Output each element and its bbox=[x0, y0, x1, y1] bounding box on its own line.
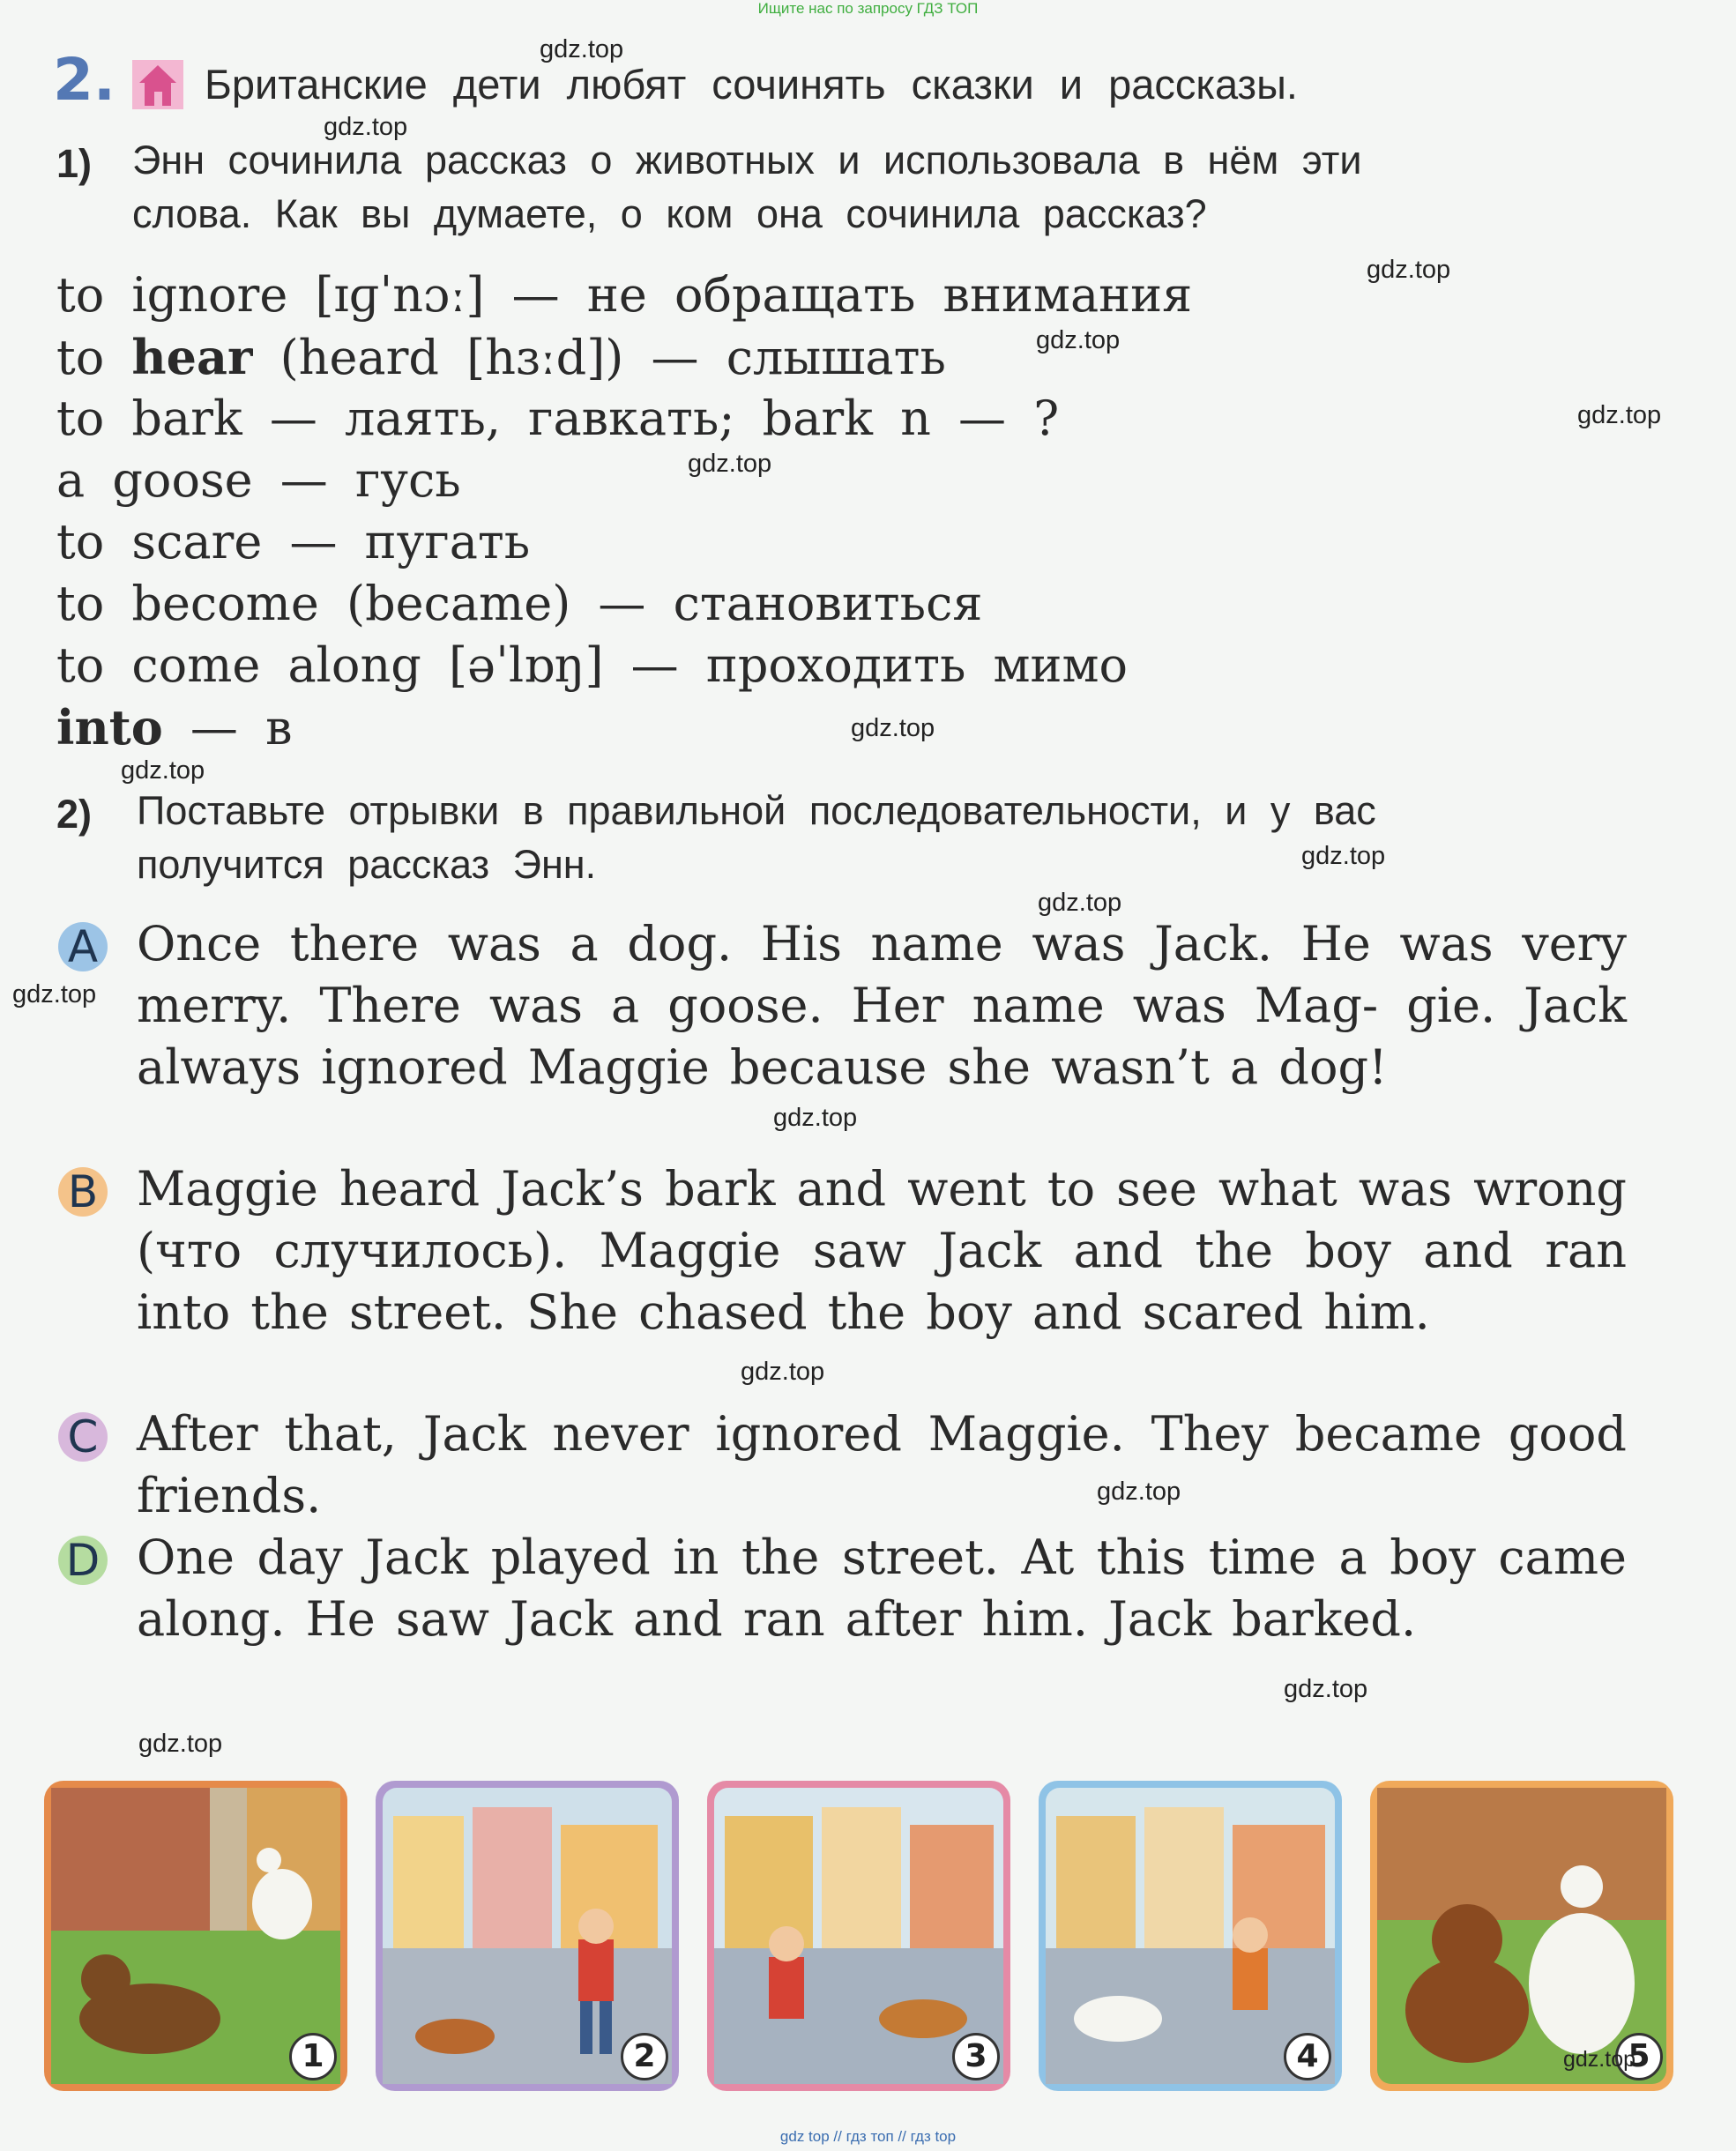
watermark: gdz.top bbox=[138, 1730, 223, 1758]
vocab-item: to scare — пугать bbox=[56, 514, 531, 569]
passage-a-text: Once there was a dog. His name was Jack. He was very merry. There was a goose. Her name was Mag- gie. Jack always ignored Maggie because she wasn’t a dog! bbox=[137, 916, 1627, 1095]
watermark: gdz.top bbox=[121, 756, 205, 785]
passage-letter-c: C bbox=[58, 1412, 108, 1462]
vocab-item: a goose — гусь bbox=[56, 452, 461, 508]
watermark: gdz.top bbox=[851, 714, 935, 742]
vocab-item: to come along [əˈlɒŋ] — проходить мимо bbox=[56, 637, 1129, 693]
watermark: gdz.top bbox=[1036, 326, 1121, 354]
watermark: gdz.top bbox=[1563, 2047, 1636, 2072]
picture-3 bbox=[707, 1781, 1010, 2091]
watermark: gdz.top bbox=[773, 1104, 858, 1132]
vocab-item: to bark — лаять, гавкать; bark n — ? bbox=[56, 391, 1060, 446]
picture-4 bbox=[1039, 1781, 1342, 2091]
passage-c-text: After that, Jack never ignored Maggie. They became good friends. bbox=[137, 1406, 1627, 1523]
passage-b-text: Maggie heard Jack’s bark and went to see what was wrong (что случилось). Maggie saw Jack and the boy and ran into the street. She chased the boy and scared him. bbox=[137, 1161, 1627, 1340]
part2-line2: получится рассказ Энн. bbox=[137, 842, 597, 887]
picture-1 bbox=[44, 1781, 347, 2091]
part1-line2: слова. Как вы думаете, о ком она сочинила рассказ? bbox=[132, 191, 1207, 236]
vocab-item: to become (became) — становиться bbox=[56, 576, 983, 631]
header-note: Ищите нас по запросу ГДЗ ТОП bbox=[757, 0, 979, 17]
passage-letter-d: D bbox=[58, 1536, 108, 1585]
part2-line1: Поставьте отрывки в правильной последовательности, и у вас bbox=[137, 788, 1376, 833]
vocab-item: to ignore [ɪɡˈnɔː] — не обращать внимания bbox=[56, 267, 1193, 323]
watermark: gdz.top bbox=[1367, 256, 1451, 284]
picture-number: 3 bbox=[952, 2033, 1000, 2080]
picture-2 bbox=[376, 1781, 679, 2091]
part1-line1: Энн сочинила рассказ о животных и использовала в нём эти bbox=[132, 138, 1362, 182]
footer-note: gdz top // гдз топ // гдз top bbox=[779, 2128, 957, 2145]
task-number: 2. bbox=[53, 46, 115, 114]
watermark: gdz.top bbox=[12, 980, 97, 1009]
watermark: gdz.top bbox=[1038, 889, 1122, 917]
picture-number: 4 bbox=[1284, 2033, 1331, 2080]
watermark: gdz.top bbox=[1097, 1477, 1181, 1506]
picture-number: 1 bbox=[289, 2033, 337, 2080]
watermark: gdz.top bbox=[1577, 401, 1662, 429]
part2-number: 2) bbox=[56, 792, 93, 837]
picture-5 bbox=[1370, 1781, 1673, 2091]
watermark: gdz.top bbox=[688, 450, 772, 478]
watermark: gdz.top bbox=[1284, 1675, 1368, 1703]
passage-letter-b: B bbox=[58, 1167, 108, 1217]
vocab-item: to hear (heard [hɜːd]) — слышать bbox=[56, 329, 946, 385]
part1-number: 1) bbox=[56, 141, 93, 186]
passage-d-text: One day Jack played in the street. At this time a boy came along. He saw Jack and ran after him. Jack barked. bbox=[137, 1530, 1627, 1647]
passage-letter-a: A bbox=[58, 922, 108, 971]
watermark: gdz.top bbox=[741, 1358, 825, 1386]
house-icon bbox=[132, 60, 183, 109]
watermark: gdz.top bbox=[324, 113, 408, 141]
task-title: Британские дети любят сочинять сказки и рассказы. bbox=[205, 61, 1298, 108]
picture-number: 5 bbox=[1615, 2033, 1663, 2080]
picture-number: 2 bbox=[621, 2033, 668, 2080]
watermark: gdz.top bbox=[540, 35, 624, 63]
watermark: gdz.top bbox=[1301, 842, 1386, 870]
vocab-item: into — в bbox=[56, 699, 293, 755]
vocabulary-list bbox=[56, 264, 1192, 758]
